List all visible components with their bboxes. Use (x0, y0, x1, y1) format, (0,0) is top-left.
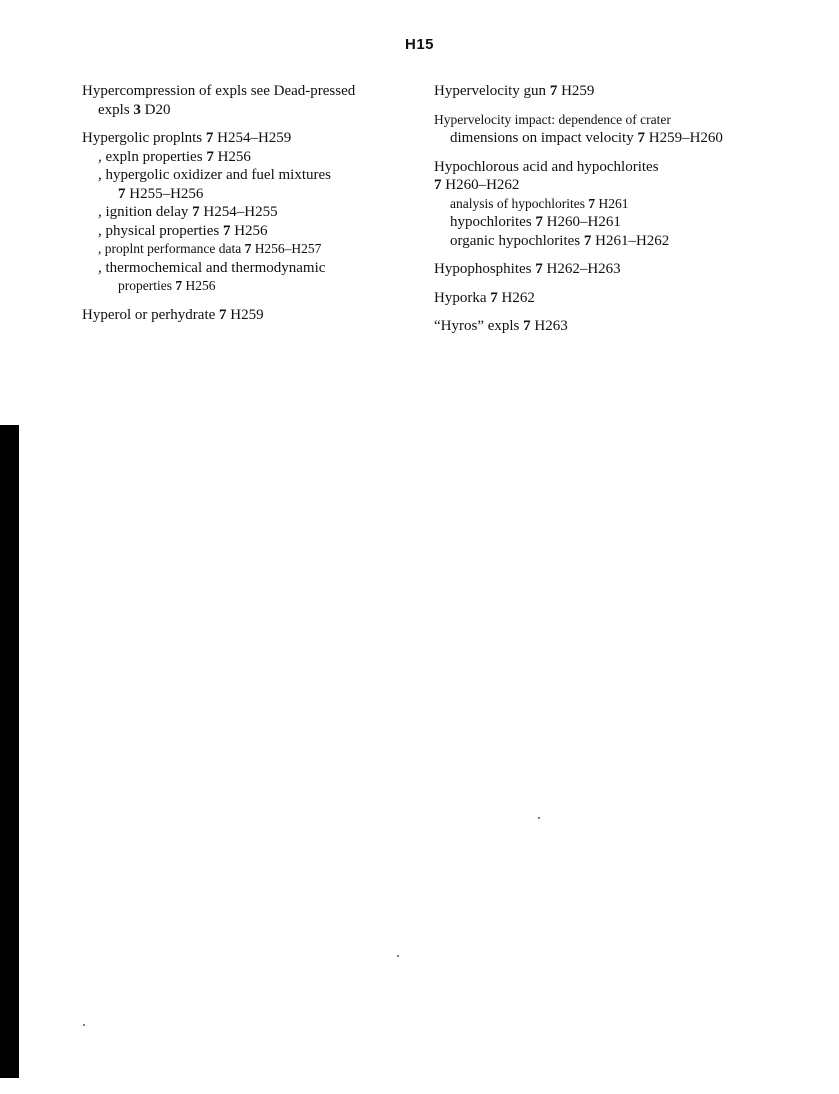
text: dimensions on impact velocity (450, 130, 638, 146)
volume-number: 7 (205, 130, 214, 146)
scan-speck (83, 1024, 85, 1026)
subentry: , hypergolic oxidizer and fuel mixtures (98, 167, 331, 183)
index-entry-hypercompression (82, 82, 402, 119)
page-ref: H261 (595, 195, 629, 211)
volume-number: 7 (219, 306, 227, 323)
text: Hypophosphites (434, 261, 536, 277)
index-entry-hypervelocity-impact (434, 111, 764, 148)
volume-number: 7 (637, 130, 645, 146)
entry-heading: Hypochlorous acid and hypochlorites (434, 158, 659, 175)
scan-edge-shadow (0, 425, 19, 1078)
page-ref: H263 (530, 318, 568, 334)
text: analysis of hypochlorites (450, 195, 589, 211)
volume-number: 7 (588, 195, 596, 211)
text: Hyporka (434, 289, 491, 306)
page-ref: H256 (213, 148, 251, 165)
text: Hypergolic proplnts (82, 130, 206, 146)
index-entry-hyporka (434, 289, 764, 308)
page-ref: H256 (230, 222, 268, 239)
text: , physical properties (98, 222, 223, 239)
page-ref: H262–H263 (542, 261, 621, 277)
subentry (434, 232, 764, 251)
entry-heading (82, 306, 402, 325)
volume-number: 7 (222, 222, 231, 239)
index-entry-hypophosphites (434, 260, 764, 279)
volume-number: 7 (434, 177, 442, 193)
page-ref: H260–H262 (441, 177, 520, 193)
subentry (82, 203, 402, 222)
volume-number: 7 (490, 289, 498, 306)
page-ref: H255–H256 (125, 185, 204, 202)
page-ref: D20 (140, 101, 171, 118)
subentry (434, 213, 764, 232)
volume-number: 7 (535, 214, 543, 230)
volume-number: 7 (549, 83, 558, 99)
index-entry-hypochlorous-acid (434, 158, 764, 251)
entry-heading (434, 260, 764, 279)
entry-heading: Hypercompression of expls see Dead-pressed (82, 83, 356, 99)
subentry (82, 148, 402, 167)
text: , ignition delay (98, 204, 193, 220)
page-ref: H260–H261 (542, 214, 621, 230)
volume-number: 7 (523, 318, 531, 334)
subentry: , thermochemical and thermodynamic (98, 259, 326, 276)
volume-number: 7 (206, 148, 214, 165)
index-entry-hypergolic-proplnts (82, 129, 402, 296)
left-column (82, 82, 402, 334)
subentry (82, 240, 402, 259)
text: “Hyros” expls (434, 318, 524, 334)
page-ref: H254–H259 (213, 130, 292, 146)
volume-number: 7 (244, 241, 252, 256)
page-ref: H259 (226, 306, 264, 323)
index-entry-hypervelocity-gun (434, 82, 764, 101)
entry-heading (82, 129, 402, 148)
volume-number: 7 (118, 185, 126, 202)
page-header: H15 (404, 36, 435, 53)
text: properties (118, 278, 176, 293)
text: Hypervelocity gun (434, 83, 550, 99)
entry-continuation (82, 101, 402, 120)
subentry (82, 222, 402, 241)
entry-heading: Hypervelocity impact: dependence of crater (434, 111, 671, 127)
entry-continuation (434, 176, 764, 195)
page-ref: H261–H262 (591, 232, 670, 249)
text: , expln properties (98, 148, 207, 165)
subentry (434, 195, 764, 214)
page-ref: H262 (497, 289, 535, 306)
entry-heading (434, 82, 764, 101)
volume-number: 7 (192, 204, 200, 220)
scan-speck (397, 955, 399, 957)
text: hypochlorites (450, 214, 536, 230)
volume-number: 7 (535, 261, 543, 277)
entry-continuation (434, 129, 764, 148)
subentry-continuation (82, 185, 402, 204)
volume-number: 7 (175, 278, 183, 293)
index-entry-hyros (434, 317, 764, 336)
page-ref: H256–H257 (251, 241, 322, 256)
entry-heading (434, 289, 764, 308)
subentry-continuation (82, 277, 402, 296)
index-entry-hyperol (82, 306, 402, 325)
text: , proplnt performance data (98, 241, 245, 256)
right-column (434, 82, 764, 346)
text: organic hypochlorites (450, 232, 584, 249)
page-ref: H259–H260 (644, 130, 723, 146)
volume-number: 7 (583, 232, 592, 249)
text: Hyperol or perhydrate (82, 306, 220, 323)
page-ref: H259 (557, 83, 595, 99)
page-ref: H256 (182, 278, 216, 293)
volume-number: 3 (133, 101, 141, 118)
scan-speck (538, 817, 540, 819)
entry-heading (434, 317, 764, 336)
page-ref: H254–H255 (199, 204, 278, 220)
text: expls (98, 101, 134, 118)
